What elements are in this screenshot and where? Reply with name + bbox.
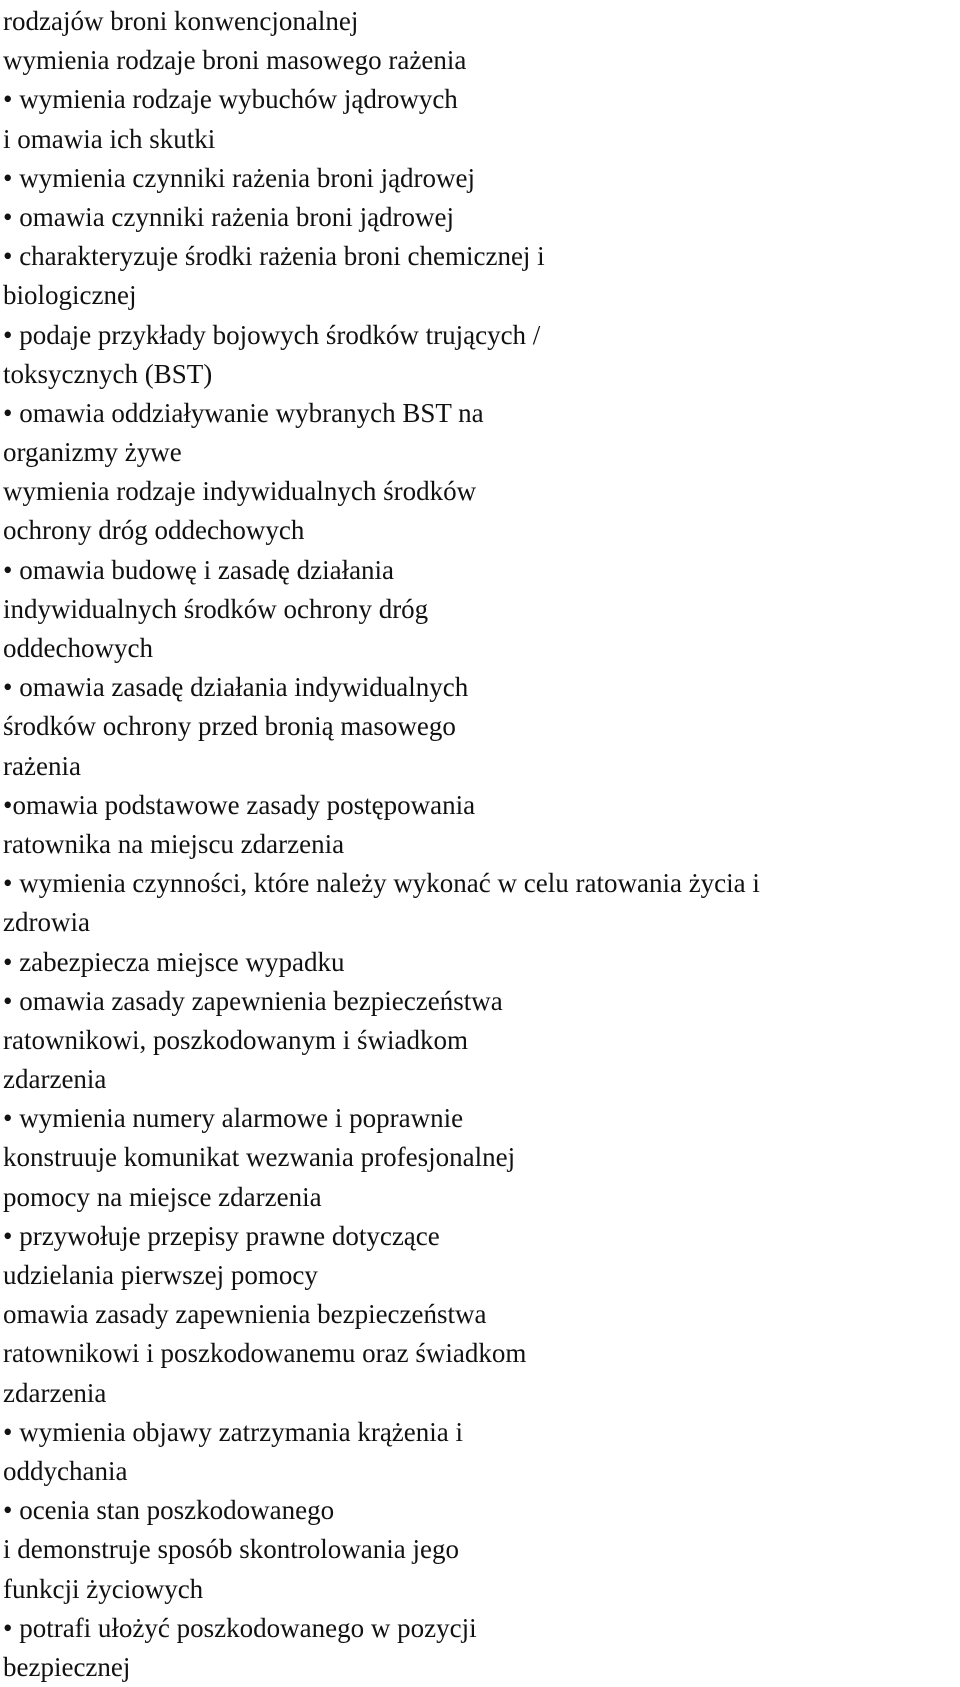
text-line: wymienia rodzaje indywidualnych środków: [3, 476, 477, 507]
text-line: środków ochrony przed bronią masowego: [3, 711, 456, 742]
text-line: ratownika na miejscu zdarzenia: [3, 828, 345, 859]
text-line: i omawia ich skutki: [3, 123, 216, 154]
text-line: • wymienia rodzaje wybuchów jądrowych: [3, 84, 458, 115]
text-line: • ocenia stan poszkodowanego: [3, 1495, 335, 1526]
text-line: wymienia rodzaje broni masowego rażenia: [3, 45, 467, 76]
text-line: • omawia czynniki rażenia broni jądrowej: [3, 201, 455, 232]
text-line: • omawia zasadę działania indywidualnych: [3, 672, 469, 703]
text-line: • potrafi ułożyć poszkodowanego w pozycji: [3, 1612, 477, 1643]
text-line: oddechowych: [3, 633, 153, 663]
text-line: toksycznych (BST): [3, 358, 213, 389]
text-line: rodzajów broni konwencjonalnej: [3, 6, 359, 36]
text-line: pomocy na miejsce zdarzenia: [3, 1181, 322, 1212]
text-line: omawia zasady zapewnienia bezpieczeństwa: [3, 1299, 487, 1330]
text-line: udzielania pierwszej pomocy: [3, 1260, 318, 1290]
text-line: zdarzenia: [3, 1064, 107, 1095]
text-line: biologicznej: [3, 280, 137, 311]
text-line: oddychania: [3, 1455, 128, 1486]
text-line: i demonstruje sposób skontrolowania jego: [3, 1534, 459, 1565]
text-line: funkcji życiowych: [3, 1573, 204, 1604]
text-line: bezpiecznej: [3, 1651, 131, 1682]
text-line: •omawia podstawowe zasady postępowania: [3, 789, 476, 820]
text-line: zdarzenia: [3, 1377, 107, 1408]
text-line: • przywołuje przepisy prawne dotyczące: [3, 1220, 440, 1251]
text-line: zdrowia: [3, 907, 90, 938]
text-line: • wymienia objawy zatrzymania krążenia i: [3, 1416, 464, 1447]
text-line: • wymienia czynności, które należy wykonać w celu ratowania życia i: [3, 868, 760, 899]
text-line: organizmy żywe: [3, 437, 182, 468]
text-line: rażenia: [3, 750, 81, 781]
document-text: [3, 2, 957, 1687]
text-line: • wymienia numery alarmowe i poprawnie: [3, 1103, 464, 1134]
text-line: konstruuje komunikat wezwania profesjonalnej: [3, 1142, 516, 1173]
text-line: • podaje przykłady bojowych środków trujących /: [3, 319, 541, 350]
text-line: • zabezpiecza miejsce wypadku: [3, 946, 345, 977]
text-line: ochrony dróg oddechowych: [3, 515, 305, 546]
text-line: ratownikowi, poszkodowanym i świadkom: [3, 1024, 468, 1055]
text-line: indywidualnych środków ochrony dróg: [3, 593, 429, 624]
text-line: • charakteryzuje środki rażenia broni chemicznej i: [3, 241, 545, 272]
text-line: • omawia oddziaływanie wybranych BST na: [3, 397, 484, 428]
text-line: • wymienia czynniki rażenia broni jądrowej: [3, 162, 476, 193]
text-line: • omawia zasady zapewnienia bezpieczeństwa: [3, 985, 503, 1016]
text-line: ratownikowi i poszkodowanemu oraz świadkom: [3, 1338, 527, 1369]
text-line: • omawia budowę i zasadę działania: [3, 554, 395, 585]
